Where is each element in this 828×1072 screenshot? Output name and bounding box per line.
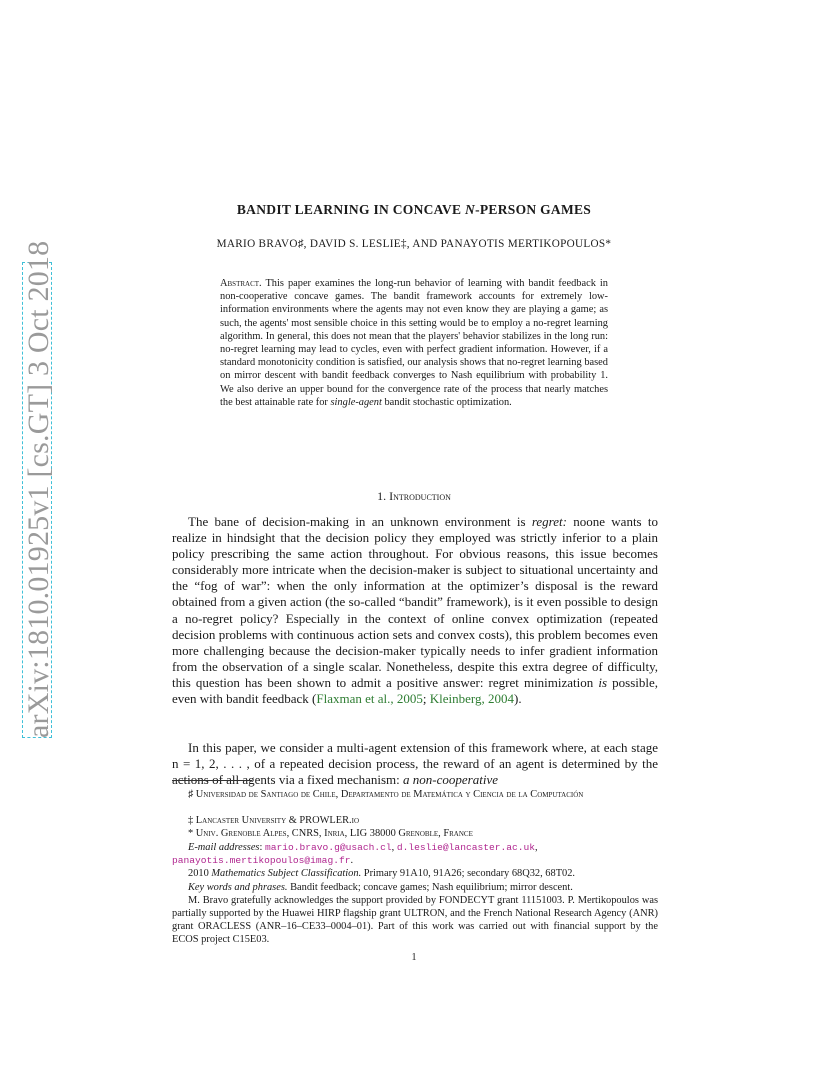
footnote-affiliation-1: ♯ Universidad de Santiago de Chile, Departamento de Matemática y Ciencia de la Computación (188, 789, 584, 800)
msc-codes: Primary 91A10, 91A26; secondary 68Q32, 68T02. (361, 868, 576, 879)
p1-text-c: possible, even with bandit feedback ( (172, 674, 658, 707)
title-part-1: BANDIT LEARNING IN CONCAVE (236, 202, 466, 217)
abstract-label: Abstract. (220, 278, 262, 289)
footnote-affiliation-3: * Univ. Grenoble Alpes, CNRS, Inria, LIG 38000 Grenoble, France (188, 828, 473, 839)
email-bravo[interactable]: mario.bravo.g@usach.cl (264, 842, 392, 853)
p2-text: In this paper, we consider a multi-agent extension of this framework where, at each stage n = 1, 2, . . . , of a repeated decision process, the reward of an agent is determined by the actions of all agents via a fixed mechanism: (172, 740, 658, 788)
citation-kleinberg[interactable]: Kleinberg, 2004 (429, 691, 515, 707)
p1-text-a: The bane of decision-making in an unknown environment is (188, 514, 532, 529)
section-title: Introduction (389, 489, 451, 503)
footnote-rule (172, 780, 252, 781)
abstract-tail: bandit stochastic optimization. (381, 396, 512, 408)
p1-citation-separator: ; (422, 691, 430, 707)
keywords-label: Key words and phrases. (188, 882, 288, 893)
msc-label: Mathematics Subject Classification. (211, 868, 362, 879)
p2-emphasis: a non-cooperative (403, 772, 498, 788)
email-label: E-mail addresses (188, 842, 260, 853)
p1-text-end: ). (514, 691, 522, 707)
intro-paragraph-1 (172, 514, 658, 707)
footnote-msc (172, 867, 674, 880)
title-part-2: -PERSON GAMES (475, 202, 592, 217)
abstract-text: This paper examines the long-run behavior of learning with bandit feedback in non-cooperative concave games. The bandit framework accounts for extremely low-information environments where the agents may not even know they are playing a game; as such, the agents' most sensible choice in this setting would be to employ a no-regret learning algorithm. In general, this does not mean that the players' behavior stabilizes in the long run: no-regret learning may lead to cycles, even with perfect gradient information. However, if a standard monotonicity condition is satisfied, our analysis shows that no-regret learning based on mirror descent with bandit feedback converges to Nash equilibrium with probability 1. We also derive an upper bound for the convergence rate of the process that nearly matches the best attainable rate for (220, 278, 608, 408)
abstract (220, 277, 608, 409)
p1-emphasis-regret: regret: (531, 514, 567, 529)
footnote-acknowledgments: M. Bravo gratefully acknowledges the support provided by FONDECYT grant 11151003. P. Mertikopoulos was partially supported by the Huawei HIRP flagship grant ULTRON, and the French National Research Agency (ANR) grant ORACLESS (ANR–16–CE33–0004–01). Part of this work was carried out with financial support by the ECOS project C15E03. (172, 895, 658, 945)
p1-text-b: noone wants to realize in hindsight that the decision policy they employed was strictly inferior to a plain policy prescribing the same action throughout. For obvious reasons, this issue becomes considerably more intricate when the decision-maker is subject to situational uncertainty and the “fog of war”: when the only information at the optimizer’s disposal is the reward obtained from a given action (the so-called “bandit” framework), is it even possible to design a no-regret policy? Especially in the context of online convex optimization (repeated decision problems with continuous action sets and convex costs), this problem becomes even more challenging because the decision-maker typically needs to infer gradient information from the observation of a single scalar. Nonetheless, despite this extra degree of difficulty, this question has been shown to admit a positive answer: regret minimization (172, 514, 658, 690)
section-heading (0, 489, 828, 504)
p1-emphasis-is: is (598, 674, 608, 690)
msc-year: 2010 (188, 868, 212, 879)
intro-paragraph-2 (172, 740, 658, 788)
section-number: 1. (377, 489, 387, 503)
arxiv-identifier: arXiv:1810.01925v1 [cs.GT] 3 Oct 2018 (22, 240, 55, 738)
keywords-text: Bandit feedback; concave games; Nash equilibrium; mirror descent. (287, 882, 573, 893)
footnote-emails: E-mail addresses: mario.bravo.g@usach.cl, d.leslie@lancaster.ac.uk, panayotis.mertikopoulos@imag.fr. (172, 842, 538, 866)
footnote-keywords (172, 881, 674, 894)
author-list: MARIO BRAVO♯, DAVID S. LESLIE‡, AND PANAYOTIS MERTIKOPOULOS* (216, 238, 612, 250)
citation-flaxman[interactable]: Flaxman et al., 2005 (316, 691, 423, 707)
title-variable: N (465, 202, 476, 217)
footnote-affiliation-2: ‡ Lancaster University & PROWLER.io (188, 815, 360, 826)
email-mertikopoulos[interactable]: panayotis.mertikopoulos@imag.fr (172, 855, 351, 866)
page-number: 1 (411, 952, 417, 963)
abstract-emphasis: single-agent (330, 396, 382, 408)
email-leslie[interactable]: d.leslie@lancaster.ac.uk (396, 842, 536, 853)
paper-title (0, 202, 828, 218)
